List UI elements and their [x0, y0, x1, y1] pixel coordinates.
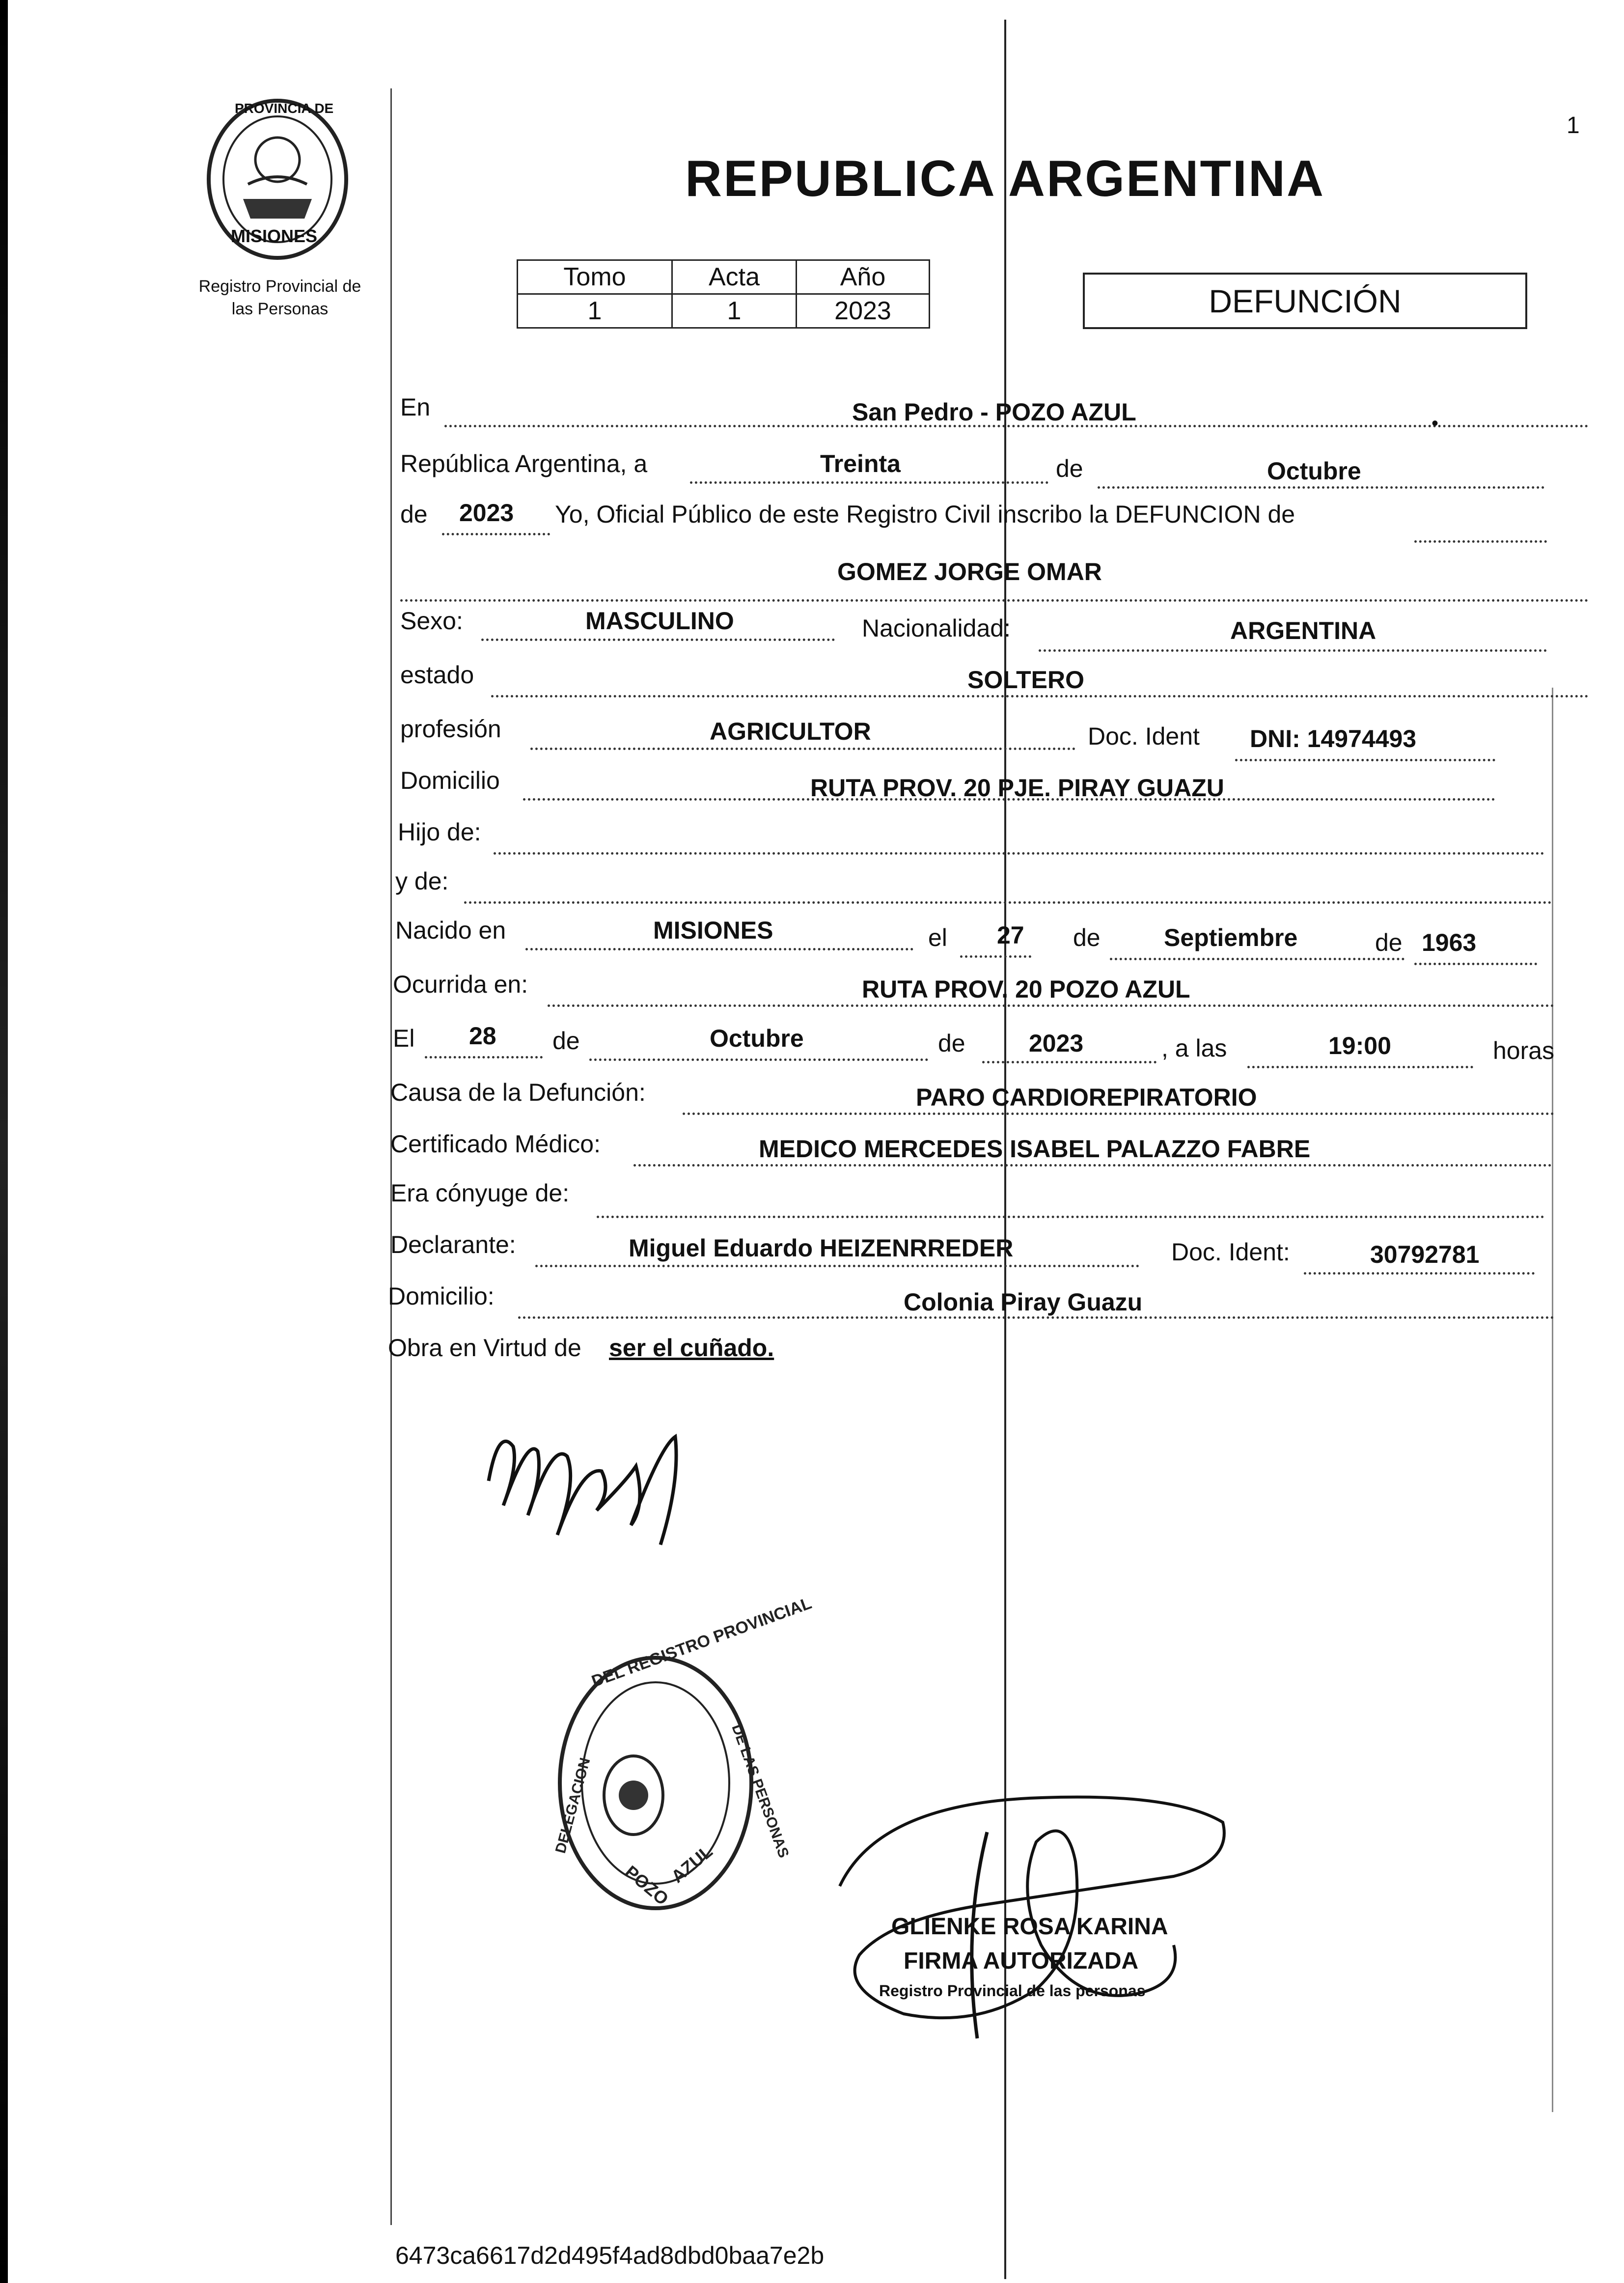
yde-label: y de:	[395, 867, 449, 895]
line-death-month	[589, 1058, 928, 1061]
doc2-label: Doc. Ident:	[1171, 1238, 1290, 1266]
certificado-label: Certificado Médico:	[390, 1130, 601, 1158]
svg-text:DE LAS PERSONAS: DE LAS PERSONAS	[728, 1722, 792, 1860]
nacionalidad-value: ARGENTINA	[1230, 617, 1376, 644]
republica-label: República Argentina, a	[400, 450, 648, 477]
certificado-value: MEDICO MERCEDES ISABEL PALAZZO FABRE	[759, 1135, 1311, 1163]
page-number: 1	[1567, 112, 1580, 139]
domicilio-label: Domicilio	[400, 767, 500, 794]
line-profesion	[530, 748, 1075, 750]
de3-label: de	[1073, 924, 1101, 951]
line-hijo	[494, 852, 1544, 855]
record-type-box	[1083, 273, 1527, 329]
de4-label: de	[1375, 929, 1403, 956]
header-acta: Acta	[672, 260, 797, 294]
line-yde	[464, 901, 1552, 904]
organization-line-2: las Personas	[231, 300, 329, 318]
line-doc	[1235, 759, 1495, 761]
sexo-value: MASCULINO	[585, 607, 734, 635]
nacionalidad-label: Nacionalidad:	[862, 614, 1011, 642]
line-ocurrida	[548, 1004, 1554, 1007]
death-day: 28	[469, 1022, 496, 1050]
line-sexo	[481, 639, 835, 641]
hijo-label: Hijo de:	[398, 818, 481, 846]
doc-ident-value: DNI: 14974493	[1250, 725, 1417, 752]
statement-text: Yo, Oficial Público de este Registro Civil inscribo la DEFUNCION de	[555, 501, 1295, 528]
delegation-round-stamp	[550, 1593, 814, 1918]
declarante-value: Miguel Eduardo HEIZENRREDER	[629, 1234, 1014, 1262]
de-label: de	[1056, 455, 1083, 482]
ocurrida-value: RUTA PROV. 20 POZO AZUL	[862, 975, 1190, 1003]
causa-label: Causa de la Defunción:	[390, 1079, 646, 1106]
line-birth-year	[1414, 963, 1537, 965]
line-month	[1098, 486, 1544, 489]
line-nacionalidad	[1039, 649, 1547, 652]
line-declarante	[535, 1265, 1139, 1267]
domicilio2-value: Colonia Piray Guazu	[904, 1288, 1143, 1316]
logo-text-top: PROVINCIA DE	[235, 101, 334, 116]
line-year	[442, 533, 550, 535]
line-birth-day	[960, 955, 1031, 958]
death-time: 19:00	[1328, 1032, 1391, 1059]
line-birth-month	[1110, 958, 1404, 960]
official-signature	[484, 1407, 695, 1550]
profesion-label: profesión	[400, 715, 501, 743]
deceased-name: GOMEZ JORGE OMAR	[837, 558, 1102, 585]
el2-label: El	[393, 1025, 415, 1052]
organization-name	[177, 275, 383, 320]
estado-value: SOLTERO	[967, 666, 1084, 694]
line-death-day	[425, 1056, 543, 1058]
value-ano: 2023	[797, 294, 930, 328]
el-label: el	[928, 924, 947, 951]
scan-edge	[0, 0, 8, 2283]
month-value: Octubre	[1267, 457, 1361, 485]
page-title: REPUBLICA ARGENTINA	[685, 150, 1325, 207]
registry-table	[517, 259, 930, 329]
stamp-official-org: Registro Provincial de las personas	[879, 1982, 1146, 2000]
horas-label: horas	[1493, 1037, 1555, 1064]
line-domicilio2	[518, 1316, 1554, 1319]
death-month: Octubre	[710, 1025, 804, 1052]
line-statement-end	[1414, 540, 1547, 543]
en-value: San Pedro - POZO AZUL	[852, 398, 1136, 426]
sexo-label: Sexo:	[400, 607, 463, 635]
en-label: En	[400, 393, 431, 421]
line-conyuge	[597, 1216, 1544, 1218]
document-hash: 6473ca6617d2d495f4ad8dbd0baa7e2b	[395, 2242, 825, 2269]
doc2-value: 30792781	[1370, 1241, 1480, 1268]
birth-year: 1963	[1422, 929, 1477, 956]
dot-mark: •	[1431, 413, 1439, 434]
right-margin-line	[1552, 688, 1553, 2112]
nacido-value: MISIONES	[653, 917, 773, 944]
domicilio-value: RUTA PROV. 20 PJE. PIRAY GUAZU	[810, 774, 1224, 802]
de2-label: de	[400, 501, 428, 528]
obra-label: Obra en Virtud de	[388, 1334, 581, 1362]
line-name	[400, 599, 1589, 602]
alas-label: , a las	[1161, 1034, 1227, 1062]
domicilio2-label: Domicilio:	[388, 1282, 495, 1310]
line-doc2	[1304, 1272, 1535, 1275]
line-death-year	[982, 1061, 1156, 1063]
value-tomo: 1	[518, 294, 672, 328]
stamp-official-name: GLIENKE ROSA KARINA	[891, 1914, 1168, 1940]
line-day	[690, 481, 1048, 484]
logo-text-bottom: MISIONES	[231, 226, 318, 246]
doc-ident-label: Doc. Ident	[1088, 723, 1200, 750]
birth-month: Septiembre	[1164, 924, 1298, 951]
birth-day: 27	[997, 921, 1024, 949]
line-nacido	[525, 948, 913, 950]
line-certificado	[633, 1164, 1552, 1167]
year-value: 2023	[459, 499, 514, 527]
value-acta: 1	[672, 294, 797, 328]
record-type: DEFUNCIÓN	[1209, 282, 1402, 319]
svg-text:POZO: POZO	[621, 1861, 673, 1909]
causa-value: PARO CARDIOREPIRATORIO	[916, 1084, 1257, 1111]
header-ano: Año	[797, 260, 930, 294]
de5-label: de	[552, 1027, 580, 1055]
header-tomo: Tomo	[518, 260, 672, 294]
organization-line-1: Registro Provincial de	[198, 277, 361, 296]
line-estado	[491, 695, 1589, 697]
de6-label: de	[938, 1030, 965, 1057]
obra-value: ser el cuñado.	[609, 1334, 774, 1362]
svg-text:DELEGACION: DELEGACION	[552, 1756, 594, 1855]
nacido-label: Nacido en	[395, 917, 506, 944]
profesion-value: AGRICULTOR	[710, 718, 871, 745]
line-death-time	[1247, 1066, 1473, 1068]
line-causa	[683, 1113, 1554, 1115]
ocurrida-label: Ocurrida en:	[393, 971, 528, 998]
declarante-label: Declarante:	[390, 1231, 516, 1258]
stamp-official-role: FIRMA AUTORIZADA	[904, 1948, 1139, 1974]
estado-label: estado	[400, 661, 474, 689]
svg-text:DEL REGISTRO PROVINCIAL: DEL REGISTRO PROVINCIAL	[589, 1593, 814, 1691]
day-value: Treinta	[820, 450, 901, 477]
svg-text:AZUL: AZUL	[667, 1841, 716, 1887]
death-year: 2023	[1029, 1030, 1084, 1057]
conyuge-label: Era cónyuge de:	[390, 1179, 570, 1207]
